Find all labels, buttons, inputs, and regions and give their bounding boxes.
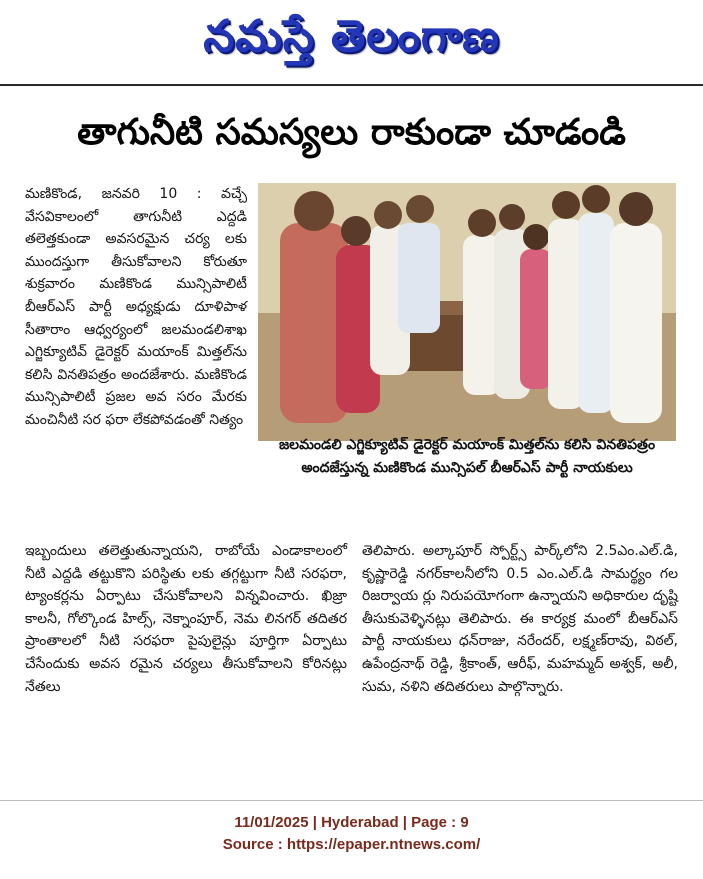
masthead bbox=[0, 0, 703, 78]
article-column-2: తెలిపారు. అల్కాపూర్ స్పోర్ట్స్ పార్క్‌లోని 2.5ఎం.ఎల్.డి, కృష్ణారెడ్డి నగర్‌కాలనీలోని 0.5 ఎం.ఎల్.డి సామర్థ్యం గల రిజర్వాయ ర్లు నిరుపయోగంగా ఉన్నాయని అధికారుల దృష్టి తీసుకువెళ్ళినట్లు తెలిపారు. ఈ కార్యక్ర మంలో బీఆర్ఎస్ పార్టీ నాయకులు ధన్‌రాజు, నరేందర్, లక్ష్మణ్‌రావు, విఠల్, ఉపేంద్రనాథ్ రెడ్డి, శ్రీకాంత్, ఆరీఫ్, మహమ్మద్ అశ్వక్, అలీ, సుమ, నళిని తదితరులు పాల్గొన్నారు. bbox=[362, 543, 678, 695]
footer-date-edition-page: 11/01/2025 | Hyderabad | Page : 9 bbox=[234, 814, 469, 831]
article-column-1: మణికొండ, జనవరి 10 : వచ్చే వేసవికాలంలో తాగునీటి ఎద్దడి తలెత్తకుండా అవసరమైన చర్య లకు ముందస్తుగా తీసుకోవాలని కోరుతూ శుక్రవారం మణికొండ మున్సిపాలిటీ బీఆర్ఎస్ పార్టీ అధ్యక్షుడు దూళిపాళ సీతారాం ఆధ్వర్యంలో జలమండలిశాఖ ఎగ్జిక్యూటివ్ డైరెక్టర్ మయాంక్ మిత్తల్‌ను కలిసి వినతిపత్రం అందజేశారు. మణికొండ మున్సిపాలిటీ ప్రజల అవ సరం మేరకు మంచినీటి సర ఫరా లేకపోవడంతో నిత్యం bbox=[25, 186, 247, 428]
footer bbox=[0, 812, 703, 856]
article-column-1-continued: ఇబ్బందులు తలెత్తుతున్నాయని, రాబోయే ఎండాకాలంలో నీటి ఎద్దడి తట్టుకొని పరిస్థితు లకు తగ్గట్టుగా నీటి సరఫరా, ట్యాంకర్లను ఏర్పాటు చేసుకోవాలని విన్నవించారు. ఖిజ్రా కాలనీ, గోల్కొండ హిల్స్, నెక్నాంపూర్, నెమ లినగర్ తదితర ప్రాంతాలలో నీటి సరఫరా పైపులైన్లు పూర్తిగా ఏర్పాటు చేసేందుకు అవస రమైన చర్యలు తీసుకోవాలని కోరినట్లు నేతలు bbox=[25, 543, 347, 695]
article-headline: తాగునీటి సమస్యలు రాకుండా చూడండి bbox=[77, 112, 626, 153]
news-photo bbox=[258, 183, 676, 441]
footer-source: Source : https://epaper.ntnews.com/ bbox=[222, 836, 481, 853]
footer-divider bbox=[0, 800, 703, 801]
masthead-divider bbox=[0, 84, 703, 86]
newspaper-logo: నమస్తే తెలంగాణ bbox=[203, 11, 500, 62]
group-photo-illustration bbox=[258, 183, 676, 441]
photo-caption: జలమండలి ఎగ్జిక్యూటివ్ డైరెక్టర్ మయాంక్ మిత్తల్‌ను కలిసి వినతిపత్రం అందజేస్తున్న మణికొండ మున్సిపల్ బీఆర్ఎస్ పార్టీ నాయకులు bbox=[278, 437, 656, 476]
